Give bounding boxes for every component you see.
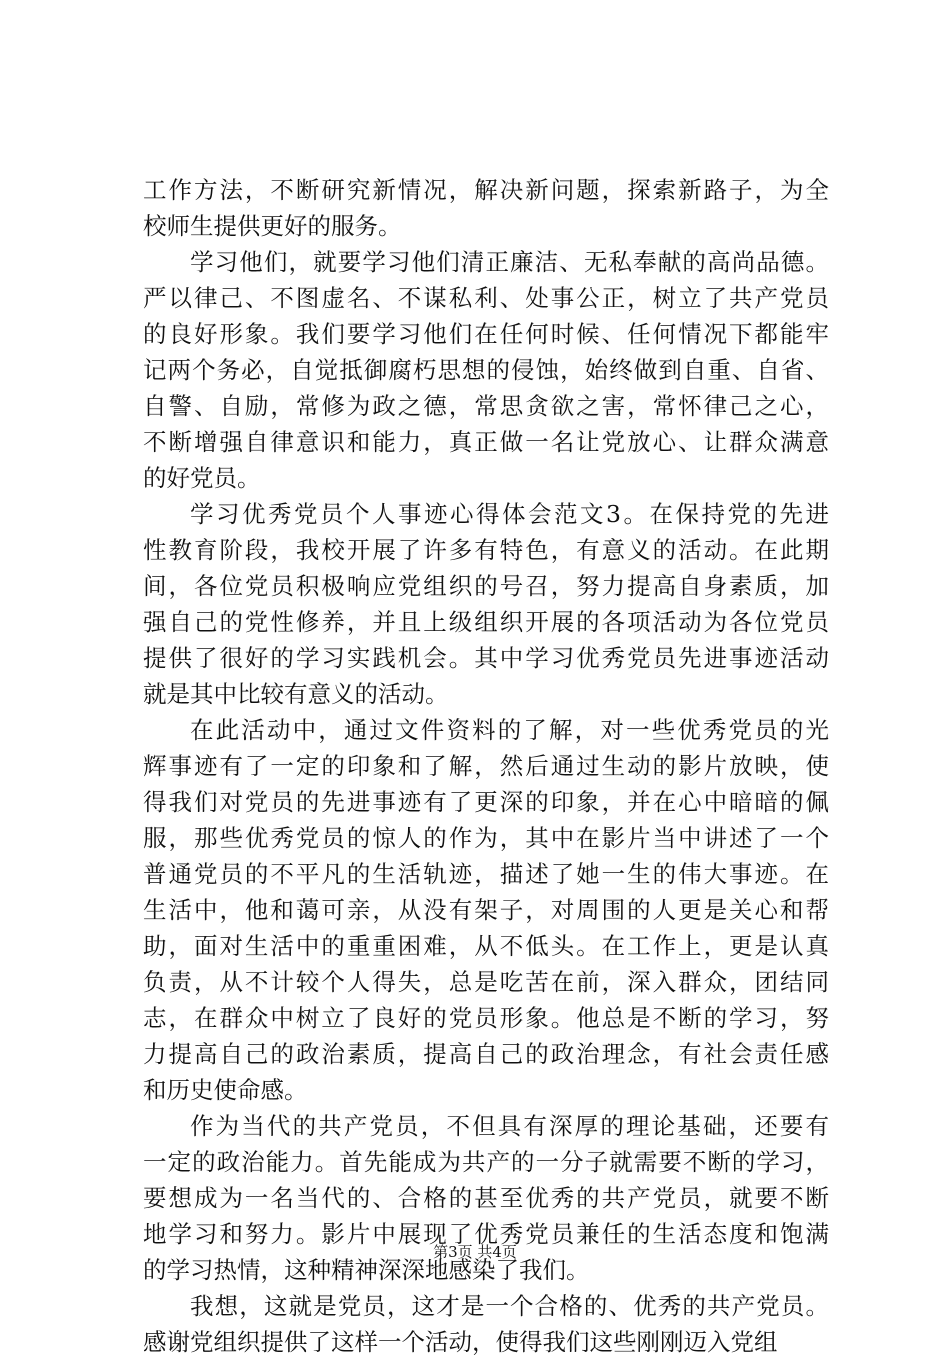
text-line: 要想成为一名当代的、合格的甚至优秀的共产党员，就要不断 [143, 1184, 829, 1212]
paragraph [143, 172, 829, 244]
text-line: 负责，从不计较个人得失，总是吃苦在前，深入群众，团结同 [143, 968, 829, 996]
text-line: 就是其中比较有意义的活动。 [143, 680, 449, 708]
text-line: 地学习和努力。影片中展现了优秀党员兼任的生活态度和饱满 [143, 1220, 829, 1248]
paragraph [143, 244, 829, 496]
text-line: 得我们对党员的先进事迹有了更深的印象，并在心中暗暗的佩 [143, 788, 829, 816]
text-line: 工作方法，不断研究新情况，解决新问题，探索新路子，为全 [143, 176, 829, 204]
text-line: 我想，这就是党员，这才是一个合格的、优秀的共产党员。 [190, 1292, 829, 1320]
text-line: 的好党员。 [143, 464, 261, 492]
text-line: 间，各位党员积极响应党组织的号召，努力提高自身素质，加 [143, 572, 829, 600]
text-line: 生活中，他和蔼可亲，从没有架子，对周围的人更是关心和帮 [143, 896, 829, 924]
text-line: 强自己的党性修养，并且上级组织开展的各项活动为各位党员 [143, 608, 829, 636]
text-line: 自警、自励，常修为政之德，常思贪欲之害，常怀律己之心， [143, 392, 829, 420]
text-line: 感谢党组织提供了这样一个活动，使得我们这些刚刚迈入党组 [143, 1328, 778, 1356]
text-line: 提供了很好的学习实践机会。其中学习优秀党员先进事迹活动 [143, 644, 829, 672]
paragraph [143, 712, 829, 1108]
text-line: 普通党员的不平凡的生活轨迹，描述了她一生的伟大事迹。在 [143, 860, 829, 888]
text-line: 的良好形象。我们要学习他们在任何时候、任何情况下都能牢 [143, 320, 829, 348]
text-line: 辉事迹有了一定的印象和了解，然后通过生动的影片放映，使 [143, 752, 829, 780]
text-line: 校师生提供更好的服务。 [143, 212, 402, 240]
text-line: 和历史使命感。 [143, 1076, 308, 1104]
text-line: 志，在群众中树立了良好的党员形象。他总是不断的学习，努 [143, 1004, 829, 1032]
text-line: 作为当代的共产党员，不但具有深厚的理论基础，还要有 [190, 1112, 829, 1140]
text-line: 助，面对生活中的重重困难，从不低头。在工作上，更是认真 [143, 932, 829, 960]
text-line: 性教育阶段，我校开展了许多有特色，有意义的活动。在此期 [143, 536, 829, 564]
paragraph [143, 1288, 829, 1360]
text-line: 力提高自己的政治素质，提高自己的政治理念，有社会责任感 [143, 1040, 829, 1068]
text-line: 在此活动中，通过文件资料的了解，对一些优秀党员的光 [190, 716, 829, 744]
text-line: 学习优秀党员个人事迹心得体会范文3。在保持党的先进 [190, 500, 829, 528]
text-line: 学习他们，就要学习他们清正廉洁、无私奉献的高尚品德。 [190, 248, 829, 276]
text-line: 不断增强自律意识和能力，真正做一名让党放心、让群众满意 [143, 428, 829, 456]
paragraph [143, 496, 829, 712]
text-line: 严以律己、不图虚名、不谋私利、处事公正，树立了共产党员 [143, 284, 829, 312]
text-line: 服，那些优秀党员的惊人的作为，其中在影片当中讲述了一个 [143, 824, 829, 852]
document-body [143, 172, 829, 1360]
text-line: 一定的政治能力。首先能成为共产的一分子就需要不断的学习， [143, 1148, 829, 1176]
text-line: 记两个务必，自觉抵御腐朽思想的侵蚀，始终做到自重、自省、 [143, 356, 829, 384]
page-footer: 第3页 共4页 [433, 1243, 517, 1261]
text-line: 的学习热情，这种精神深深地感染了我们。 [143, 1256, 590, 1284]
